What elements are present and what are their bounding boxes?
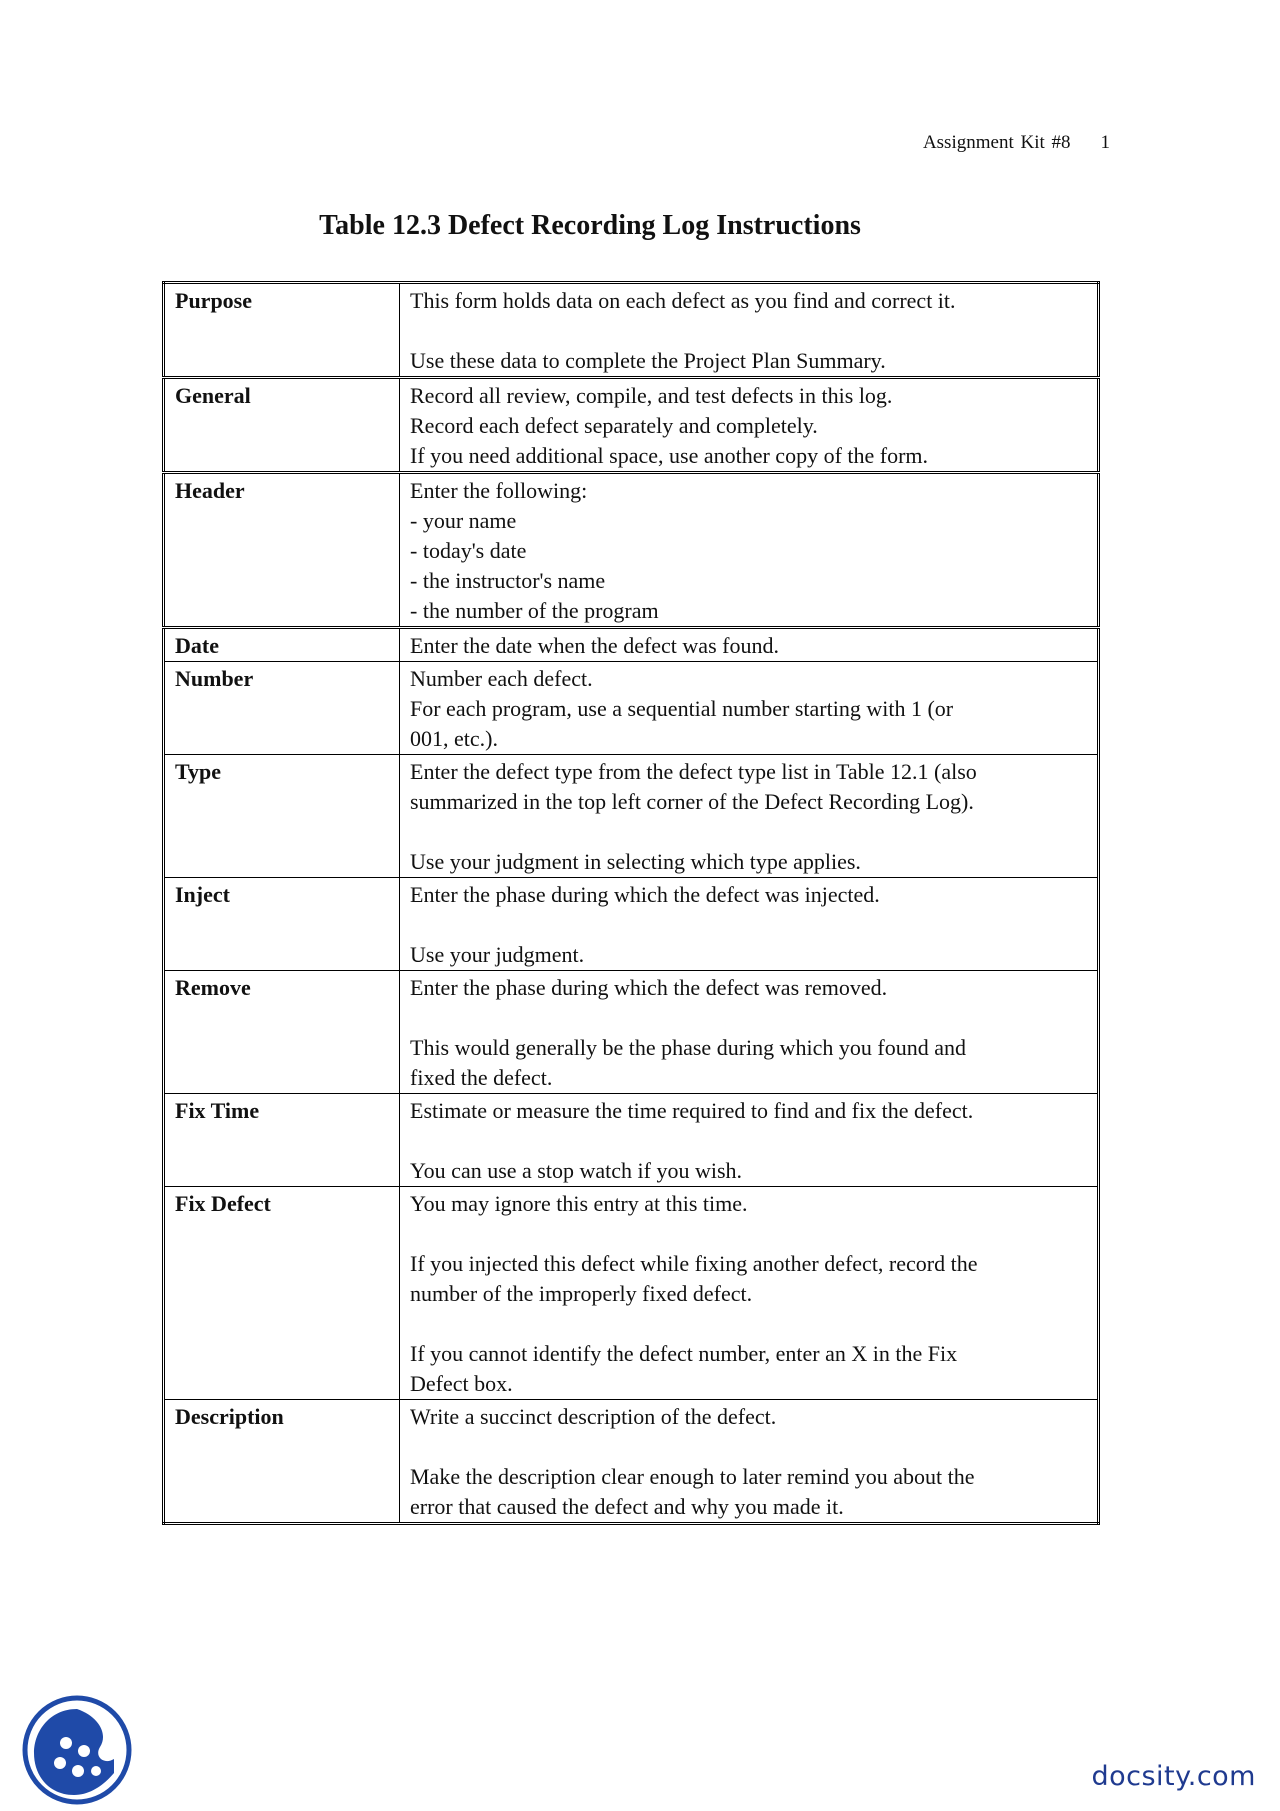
text-line: Defect box. (410, 1371, 513, 1396)
text-line: Estimate or measure the time required to find and fix the defect. (410, 1098, 974, 1123)
row-label: Fix Defect (164, 1187, 400, 1400)
row-label: Remove (164, 971, 400, 1094)
row-content (400, 378, 1099, 473)
table-row (164, 755, 1099, 878)
text-line: - the instructor's name (410, 568, 606, 593)
paragraph (410, 1402, 1087, 1432)
text-line: You can use a stop watch if you wish. (410, 1158, 743, 1183)
paragraph (410, 286, 1087, 316)
text-line: This form holds data on each defect as you find and correct it. (410, 288, 956, 313)
paragraph (410, 1339, 1087, 1399)
text-line: number of the improperly fixed defect. (410, 1281, 753, 1306)
row-label: General (164, 378, 400, 473)
text-line: Record each defect separately and completely. (410, 413, 818, 438)
docsity-logo-icon (20, 1693, 134, 1807)
text-line: - today's date (410, 538, 527, 563)
text-line: Enter the defect type from the defect type list in Table 12.1 (also (410, 759, 977, 784)
paragraph (410, 476, 1087, 626)
text-line: Enter the phase during which the defect was removed. (410, 975, 888, 1000)
table-row (164, 378, 1099, 473)
table-row (164, 283, 1099, 378)
instructions-table-body (164, 283, 1099, 1524)
paragraph (410, 1249, 1087, 1309)
row-content (400, 1400, 1099, 1524)
paragraph (410, 1189, 1087, 1219)
paragraph (410, 1033, 1087, 1093)
text-line: Write a succinct description of the defect. (410, 1404, 777, 1429)
paragraph (410, 847, 1087, 877)
text-line: Use these data to complete the Project Plan Summary. (410, 348, 886, 373)
text-line: If you cannot identify the defect number, enter an X in the Fix (410, 1341, 958, 1366)
text-line: If you injected this defect while fixing another defect, record the (410, 1251, 978, 1276)
table-row (164, 1400, 1099, 1524)
text-line: Enter the phase during which the defect was injected. (410, 882, 880, 907)
row-label: Fix Time (164, 1094, 400, 1187)
page-number: 1 (1100, 132, 1110, 153)
row-content (400, 628, 1099, 662)
page-title: Table 12.3 Defect Recording Log Instructions (319, 210, 861, 241)
text-line: If you need additional space, use another copy of the form. (410, 443, 929, 468)
paragraph (410, 1462, 1087, 1522)
paragraph (410, 664, 1087, 754)
table-row (164, 662, 1099, 755)
table-row (164, 971, 1099, 1094)
row-label: Description (164, 1400, 400, 1524)
text-line: 001, etc.). (410, 726, 498, 751)
running-header (923, 132, 1110, 154)
row-content (400, 473, 1099, 628)
paragraph (410, 346, 1087, 376)
text-line: summarized in the top left corner of the Defect Recording Log). (410, 789, 974, 814)
text-line: Make the description clear enough to later remind you about the (410, 1464, 975, 1489)
text-line: Use your judgment. (410, 942, 585, 967)
paragraph (410, 381, 1087, 471)
table-row (164, 473, 1099, 628)
paragraph (410, 940, 1087, 970)
row-label: Inject (164, 878, 400, 971)
instructions-table (162, 281, 1100, 1525)
paragraph (410, 631, 1087, 661)
row-content (400, 662, 1099, 755)
row-label: Date (164, 628, 400, 662)
text-line: Enter the following: (410, 478, 588, 503)
table-row (164, 628, 1099, 662)
text-line: Enter the date when the defect was found. (410, 633, 779, 658)
row-content (400, 283, 1099, 378)
row-label: Purpose (164, 283, 400, 378)
row-content (400, 878, 1099, 971)
row-label: Number (164, 662, 400, 755)
text-line: - the number of the program (410, 598, 659, 623)
kit-label: Assignment Kit #8 (922, 132, 1071, 153)
row-content (400, 971, 1099, 1094)
row-content (400, 1094, 1099, 1187)
text-line: error that caused the defect and why you made it. (410, 1494, 844, 1519)
paragraph (410, 973, 1087, 1003)
row-label: Type (164, 755, 400, 878)
row-label: Header (164, 473, 400, 628)
row-content (400, 755, 1099, 878)
text-line: Number each defect. (410, 666, 593, 691)
text-line: For each program, use a sequential number starting with 1 (or (410, 696, 954, 721)
paragraph (410, 757, 1087, 817)
paragraph (410, 880, 1087, 910)
paragraph (410, 1156, 1087, 1186)
row-content (400, 1187, 1099, 1400)
text-line: You may ignore this entry at this time. (410, 1191, 748, 1216)
paragraph (410, 1096, 1087, 1126)
table-row (164, 1094, 1099, 1187)
text-line: fixed the defect. (410, 1065, 553, 1090)
text-line: Use your judgment in selecting which type applies. (410, 849, 861, 874)
brand-link[interactable]: docsity.com (1091, 1761, 1256, 1792)
text-line: - your name (410, 508, 517, 533)
table-row (164, 878, 1099, 971)
table-row (164, 1187, 1099, 1400)
text-line: This would generally be the phase during which you found and (410, 1035, 966, 1060)
text-line: Record all review, compile, and test defects in this log. (410, 383, 893, 408)
